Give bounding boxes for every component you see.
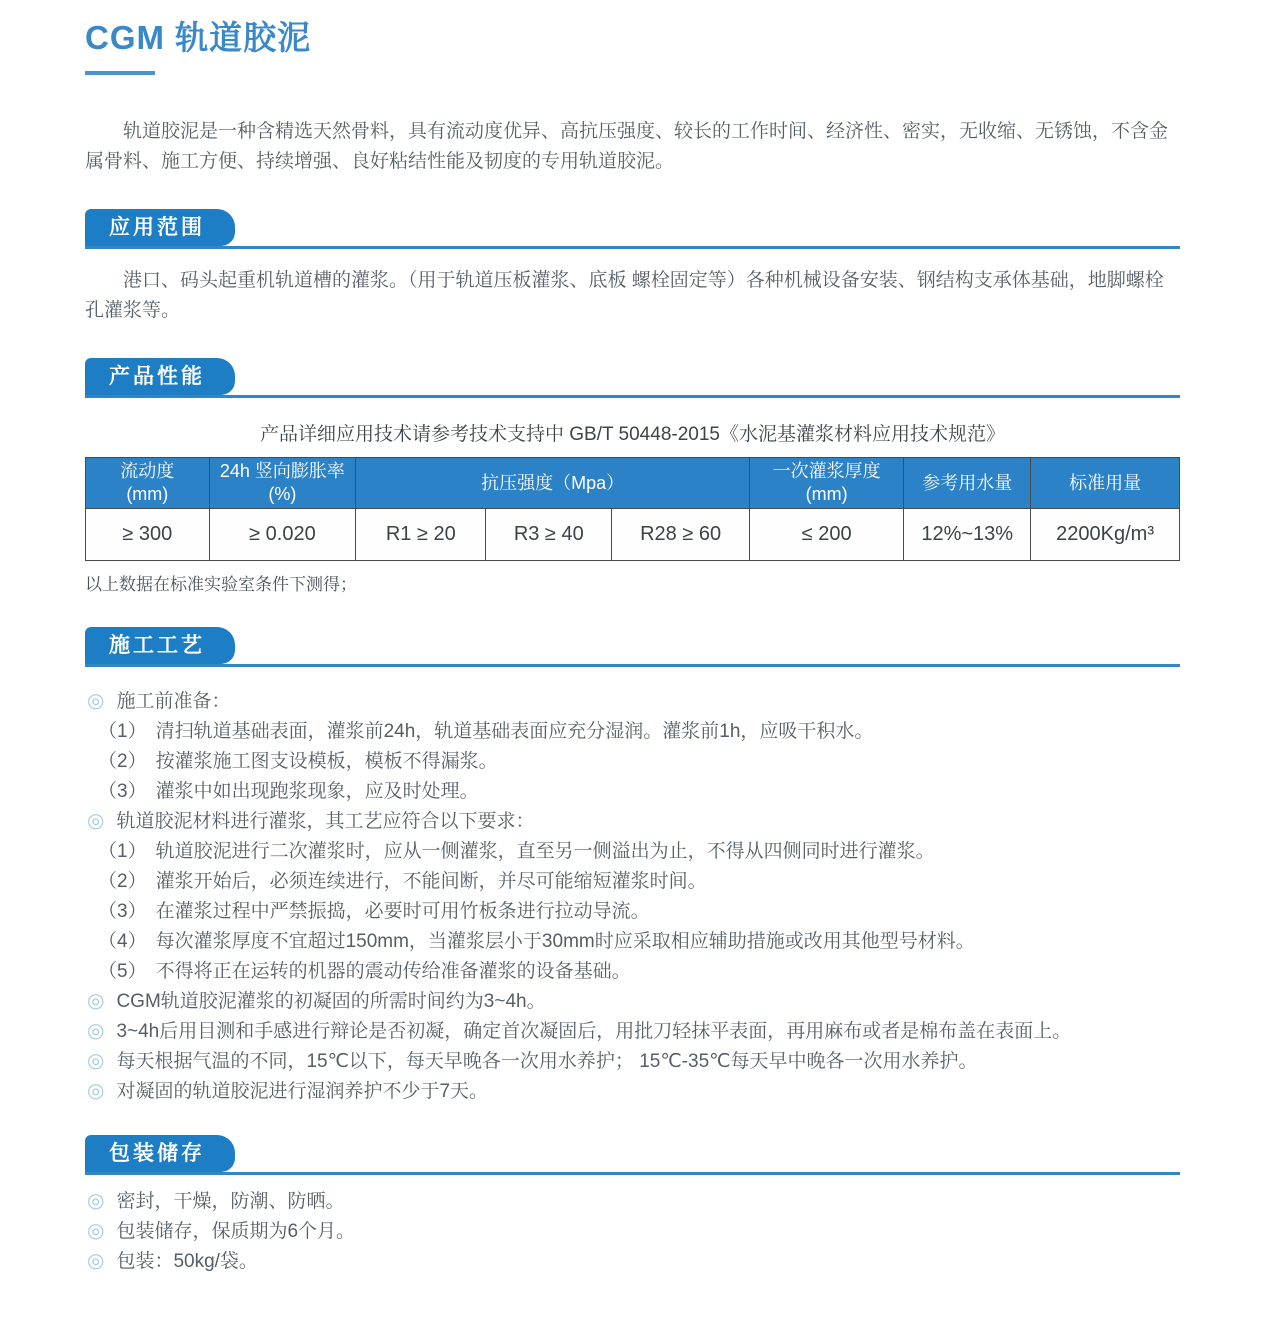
table-footnote: 以上数据在标准实验室条件下测得； — [85, 575, 357, 594]
item-text: 包装储存，保质期为6个月。 — [116, 1221, 356, 1242]
list-item — [85, 931, 1180, 953]
list-item — [85, 751, 1180, 773]
item-text: 对凝固的轨道胶泥进行湿润养护不少于7天。 — [116, 1081, 489, 1102]
ring-bullet-icon: ◎ — [87, 1220, 105, 1242]
item-text: 轨道胶泥材料进行灌浆，其工艺应符合以下要求： — [116, 811, 535, 832]
table-data-cell: R3 ≥ 40 — [486, 509, 612, 561]
ring-bullet-icon: ◎ — [87, 1020, 105, 1042]
table-data-cell: 2200Kg/m³ — [1031, 509, 1180, 561]
item-number: （1） — [98, 841, 147, 862]
table-header-cell — [1031, 458, 1180, 509]
list-item — [85, 721, 1180, 743]
item-text: 包装：50kg/袋。 — [116, 1251, 258, 1272]
item-text: 按灌浆施工图支设模板，模板不得漏浆。 — [155, 751, 498, 772]
column-label: 参考用水量 — [922, 472, 1013, 493]
item-text: 轨道胶泥进行二次灌浆时，应从一侧灌浆，直至另一侧溢出为止，不得从四侧同时进行灌浆。 — [155, 841, 935, 862]
list-item — [85, 811, 1180, 833]
column-label: 抗压强度（Mpa） — [481, 472, 625, 493]
section-heading-application: 应用范围 — [85, 209, 235, 246]
table-data-cell: ≤ 200 — [750, 509, 904, 561]
list-item — [85, 841, 1180, 863]
column-label: 一次灌浆厚度 — [772, 461, 881, 481]
intro-paragraph: 轨道胶泥是一种含精选天然骨料，具有流动度优异、高抗压强度、较长的工作时间、经济性、密实，无收缩、无锈蚀，不含金属骨料、施工方便、持续增强、良好粘结性能及韧度的专用轨道胶泥。 — [85, 121, 1169, 172]
list-item — [85, 1191, 1180, 1213]
table-data-cell: 12%~13% — [904, 509, 1031, 561]
table-header-cell — [750, 458, 904, 509]
section-heading-process: 施工工艺 — [85, 627, 235, 664]
ring-bullet-icon: ◎ — [87, 1190, 105, 1212]
column-unit: (mm) — [805, 484, 848, 504]
table-data-cell: R1 ≥ 20 — [356, 509, 486, 561]
list-item — [85, 781, 1180, 803]
item-number: （2） — [98, 871, 147, 892]
application-body: 港口、码头起重机轨道槽的灌浆。（用于轨道压板灌浆、底板 螺栓固定等）各种机械设备安装、钢结构支承体基础，地脚螺栓孔灌浆等。 — [85, 270, 1164, 321]
list-item — [85, 1251, 1180, 1273]
list-item — [85, 991, 1180, 1013]
section-heading-performance: 产品性能 — [85, 358, 235, 395]
table-header-cell — [209, 458, 356, 509]
item-text: 在灌浆过程中严禁振捣，必要时可用竹板条进行拉动导流。 — [155, 901, 650, 922]
item-text: 密封，干燥，防潮、防晒。 — [116, 1191, 345, 1212]
list-item — [85, 691, 1180, 713]
item-number: （2） — [98, 751, 147, 772]
item-text: 每次灌浆厚度不宜超过150mm，当灌浆层小于30mm时应采取相应辅助措施或改用其他型号材料。 — [155, 931, 975, 952]
list-item — [85, 1221, 1180, 1243]
item-text: 清扫轨道基础表面，灌浆前24h，轨道基础表面应充分湿润。灌浆前1h，应吸干积水。 — [155, 721, 874, 742]
ring-bullet-icon: ◎ — [87, 1050, 105, 1072]
item-text: 灌浆开始后，必须连续进行，不能间断，并尽可能缩短灌浆时间。 — [155, 871, 707, 892]
item-number: （3） — [98, 781, 147, 802]
column-unit: (mm) — [126, 484, 169, 504]
list-item — [85, 1051, 1180, 1073]
column-label: 标准用量 — [1069, 472, 1142, 493]
section-performance-header — [85, 358, 1180, 398]
list-item — [85, 901, 1180, 923]
ring-bullet-icon: ◎ — [87, 1250, 105, 1272]
table-data-row — [86, 509, 1180, 561]
title-underline — [85, 71, 155, 75]
item-text: CGM轨道胶泥灌浆的初凝固的所需时间约为3~4h。 — [116, 991, 546, 1012]
column-label: 24h 竖向膨胀率 — [219, 461, 345, 481]
list-item — [85, 871, 1180, 893]
item-text: 每天根据气温的不同，15℃以下，每天早晚各一次用水养护； 15℃-35℃每天早中晚各一次用水养护。 — [116, 1051, 978, 1072]
list-item — [85, 961, 1180, 983]
item-number: （5） — [98, 961, 147, 982]
product-spec-table — [85, 457, 1180, 561]
item-number: （1） — [98, 721, 147, 742]
section-packaging-header — [85, 1135, 1180, 1175]
list-item — [85, 1081, 1180, 1103]
table-data-cell: R28 ≥ 60 — [612, 509, 750, 561]
item-text: 3~4h后用目测和手感进行辩论是否初凝，确定首次凝固后，用批刀轻抹平表面，再用麻布或者是棉布盖在表面上。 — [116, 1021, 1072, 1042]
process-list — [85, 691, 1180, 1103]
section-application-header — [85, 209, 1180, 249]
item-text: 灌浆中如出现跑浆现象，应及时处理。 — [155, 781, 479, 802]
table-header-row — [86, 458, 1180, 509]
ring-bullet-icon: ◎ — [87, 690, 105, 712]
list-item — [85, 1021, 1180, 1043]
item-text: 施工前准备： — [116, 691, 231, 712]
table-header-cell — [904, 458, 1031, 509]
packaging-list — [85, 1191, 1180, 1273]
section-heading-packaging: 包装储存 — [85, 1135, 235, 1172]
ring-bullet-icon: ◎ — [87, 810, 105, 832]
ring-bullet-icon: ◎ — [87, 990, 105, 1012]
table-data-cell: ≥ 300 — [86, 509, 210, 561]
column-label: 流动度 — [120, 461, 175, 481]
performance-note: 产品详细应用技术请参考技术支持中 GB/T 50448-2015《水泥基灌浆材料应用技术规范》 — [260, 424, 1005, 445]
table-data-cell: ≥ 0.020 — [209, 509, 356, 561]
item-number: （3） — [98, 901, 147, 922]
item-text: 不得将正在运转的机器的震动传给准备灌浆的设备基础。 — [155, 961, 631, 982]
table-header-cell — [86, 458, 210, 509]
item-number: （4） — [98, 931, 147, 952]
ring-bullet-icon: ◎ — [87, 1080, 105, 1102]
table-header-cell — [356, 458, 750, 509]
page-title: CGM 轨道胶泥 — [85, 19, 312, 56]
section-process-header — [85, 627, 1180, 667]
column-unit: (%) — [268, 484, 297, 504]
